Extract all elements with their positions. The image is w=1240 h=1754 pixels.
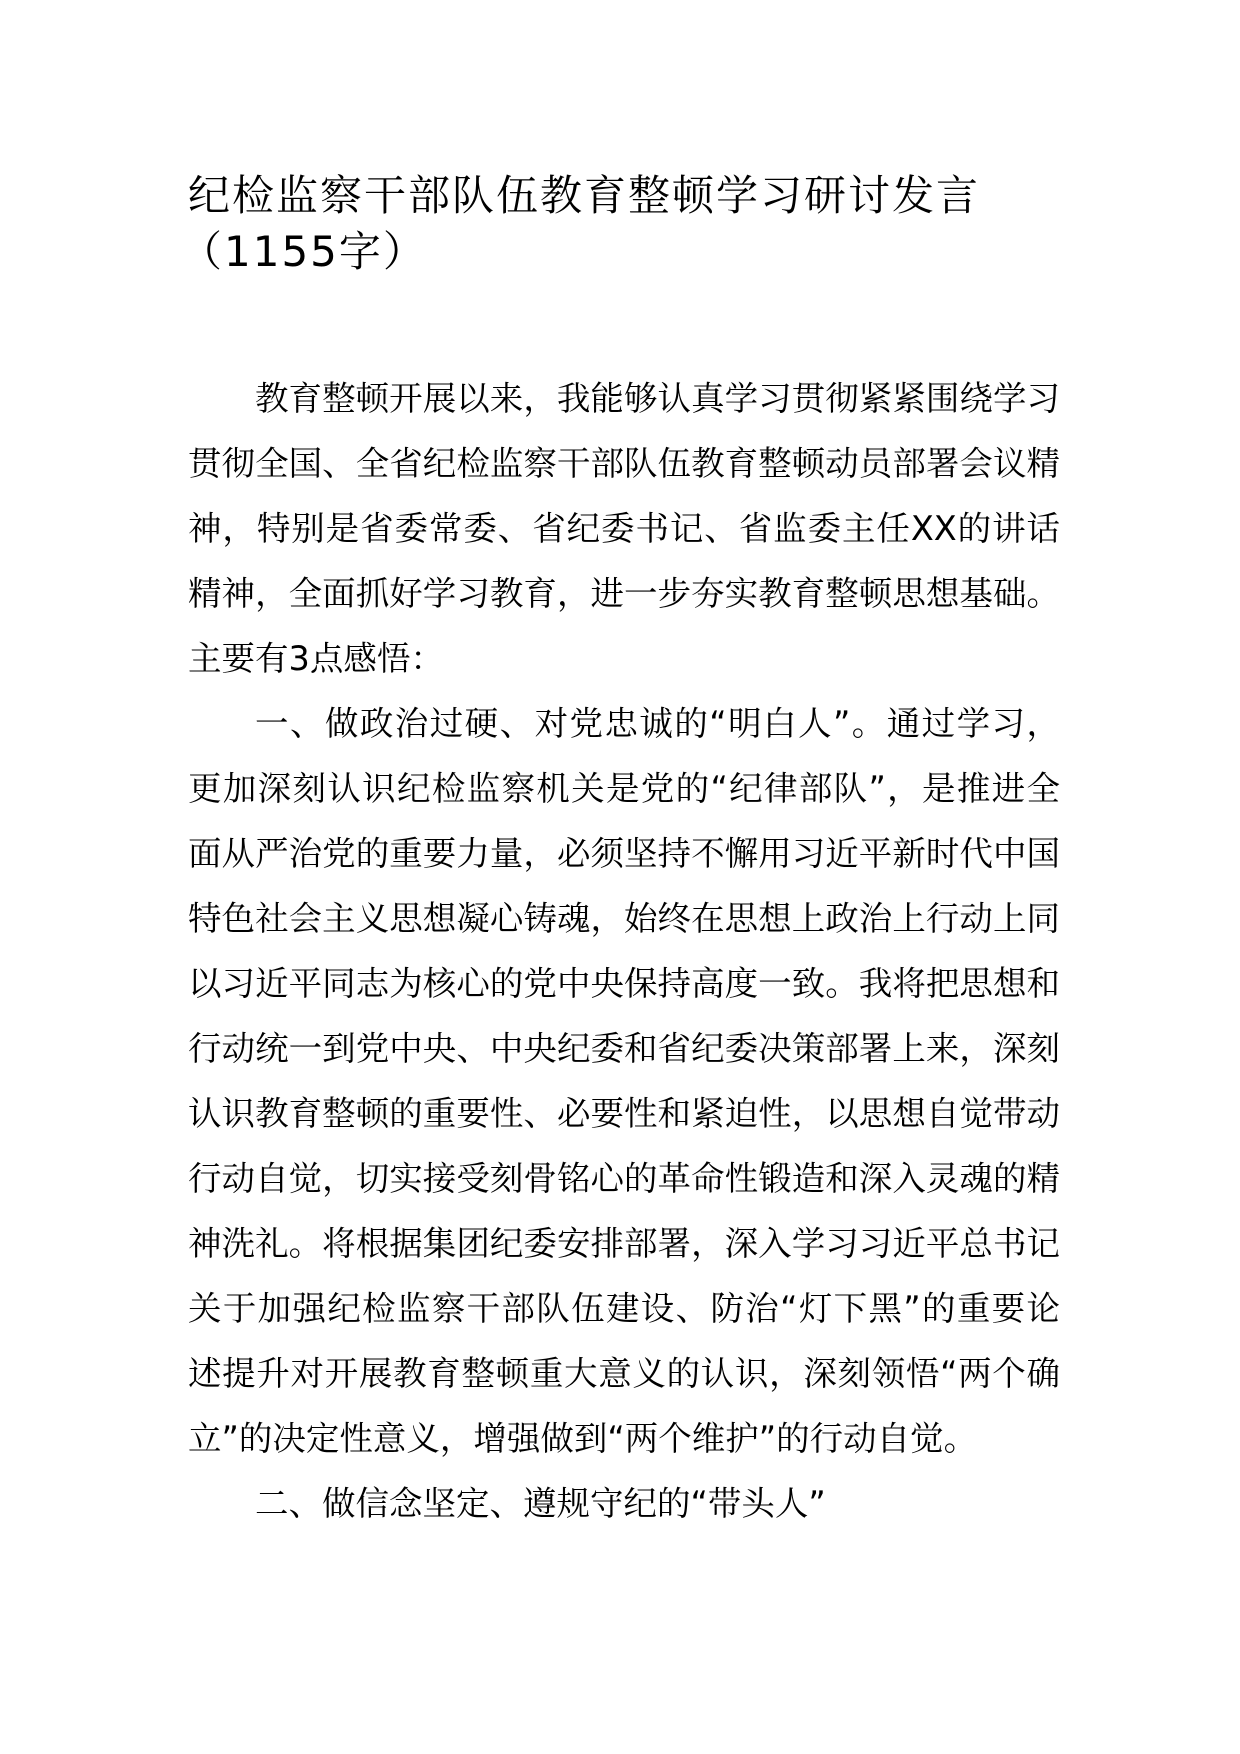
paragraph-intro: 教育整顿开展以来，我能够认真学习贯彻紧紧围绕学习贯彻全国、全省纪检监察干部队伍教育整顿动员部署会议精神，特别是省委常委、省纪委书记、省监委主任XX的讲话精神，全面抓好学习教育，进一步夯实教育整顿思想基础。主要有3点感悟：	[188, 379, 1060, 678]
paragraph-point-one: 一、做政治过硬、对党忠诚的“明白人”。通过学习，更加深刻认识纪检监察机关是党的“纪律部队”，是推进全面从严治党的重要力量，必须坚持不懈用习近平新时代中国特色社会主义思想凝心铸魂，始终在思想上政治上行动上同以习近平同志为核心的党中央保持高度一致。我将把思想和行动统一到党中央、中央纪委和省纪委决策部署上来，深刻认识教育整顿的重要性、必要性和紧迫性，以思想自觉带动行动自觉，切实接受刻骨铭心的革命性锻造和深入灵魂的精神洗礼。将根据集团纪委安排部署，深入学习习近平总书记关于加强纪检监察干部队伍建设、防治“灯下黑”的重要论述提升对开展教育整顿重大意义的认识，深刻领悟“两个确立”的决定性意义，增强做到“两个维护”的行动自觉。	[188, 704, 1060, 1458]
document-title	[180, 168, 1068, 280]
paragraph-point-two-heading: 二、做信念坚定、遵规守纪的“带头人”	[255, 1484, 826, 1523]
title-word-count: （1155字）	[180, 227, 427, 276]
document-body	[188, 366, 1060, 1536]
title-line-1: 纪检监察干部队伍教育整顿学习研讨发言	[188, 171, 981, 220]
